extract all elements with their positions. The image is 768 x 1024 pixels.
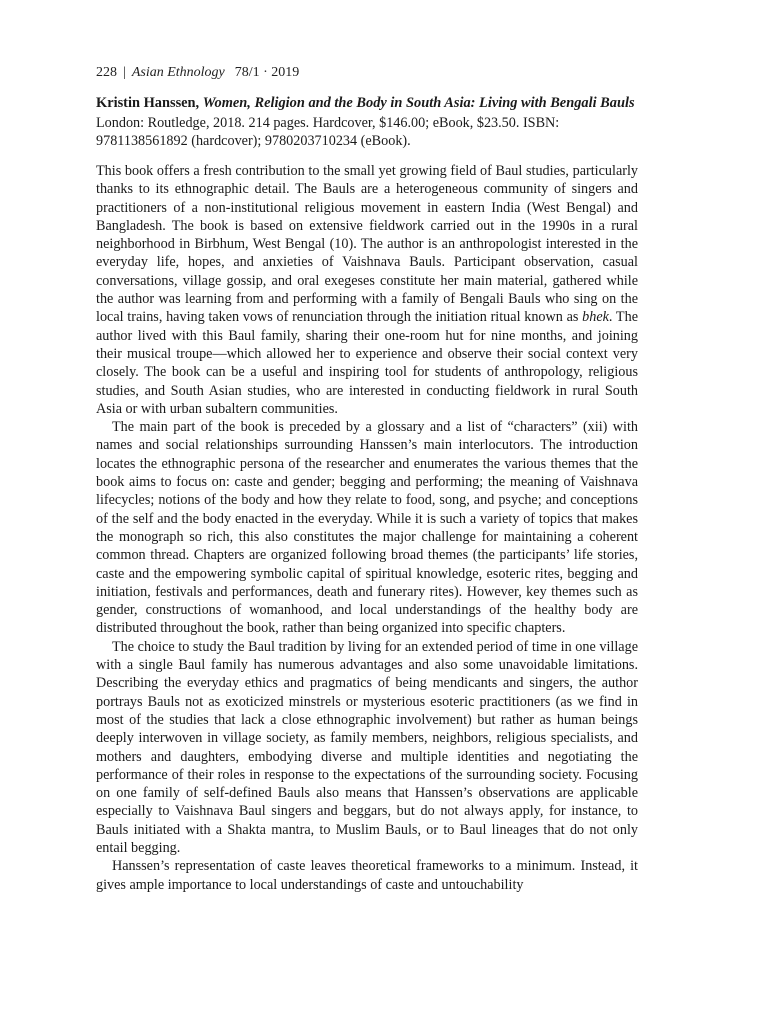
review-heading — [96, 94, 638, 112]
running-head — [96, 64, 638, 82]
page — [96, 64, 638, 894]
paragraph: This book offers a fresh contribution to the small yet growing field of Baul studies, particularly thanks to its ethnographic detail. The Bauls are a heterogeneous community of singers and practitioners of a non-institutional religious movement in eastern India (West Bengal) and Bangladesh. The book is based on extensive fieldwork carried out in the 1990s in a rural neighborhood in Birbhum, West Bengal (10). The author is an anthropologist interested in the everyday life, hopes, and anxieties of Vaishnava Bauls. Participant observation, casual conversations, village gossip, and oral exegeses constitute her main material, gathered while the author was learning from and performing with a family of Bengali Bauls who sing on the local trains, having taken vows of renunciation through the initiation ritual known as bhek. The author lived with this Baul family, sharing their one-room hut for nine months, and joining their musical troupe—which allowed her to experience and observe their social context very closely. The book can be a useful and inspiring tool for students of anthropology, religious studies, and South Asian studies, who are interested in conducting fieldwork in rural South Asia or with urban subaltern communities. — [96, 163, 638, 417]
journal-name: Asian Ethnology — [131, 65, 225, 80]
italic-term: bhek — [582, 309, 609, 326]
review-body — [96, 162, 638, 894]
publication-info: London: Routledge, 2018. 214 pages. Hardcover, $146.00; eBook, $23.50. ISBN: 9781138561892 (hardcover); 9780203710234 (eBook). — [96, 115, 560, 149]
paragraph: The main part of the book is preceded by a glossary and a list of “characters” (xii) with names and social relationships surrounding Hanssen’s main interlocutors. The introduction locates the ethnographic persona of the researcher and enumerates the various themes that the book aims to focus on: caste and gender; begging and performing; the meaning of Vaishnava lifecycles; notions of the body and how they relate to food, song, and psyche; and conceptions of the self and the body enacted in the everyday. While it is such a variety of topics that makes the monograph so rich, this also constitutes the major challenge for maintaining a coherent common thread. Chapters are organized following broad themes (the participants’ life stories, caste and the empowering symbolic capital of spiritual knowledge, esoteric rites, begging and initiation, festivals and performances, death and funerary rites). However, key themes such as gender, constructions of womanhood, and local understandings of the healthy body are distributed throughout the book, rather than being organized into specific chapters. — [96, 419, 638, 637]
review-author: Kristin Hanssen, — [96, 95, 200, 111]
journal-issue: 78/1 · 2019 — [234, 65, 300, 80]
paragraph: Hanssen’s representation of caste leaves theoretical frameworks to a minimum. Instead, it gives ample importance to local understandings of caste and untouchability — [96, 858, 638, 893]
book-title: Women, Religion and the Body in South Asia: Living with Bengali Bauls — [202, 95, 635, 111]
page-number: 228 — [96, 65, 117, 80]
paragraph: The choice to study the Baul tradition by living for an extended period of time in one village with a single Baul family has numerous advantages and also some unavoidable limitations. Describing the everyday ethics and pragmatics of being mendicants and singers, the author portrays Bauls not as exoticized minstrels or mysterious esoteric practitioners (as we find in most of the studies that lack a close ethnographic involvement) but rather as human beings deeply interwoven in village society, as family members, neighbors, religious specialists, and mothers and daughters, embodying diverse and multiple identities and negotiating the performance of their roles in response to the expectations of the surrounding society. Focusing on one family of self-defined Bauls also means that Hanssen’s observations are applicable especially to Vaishnava Baul singers and beggars, but do not always apply, for instance, to Bauls initiated with a Shakta mantra, to Muslim Bauls, or to Baul lineages that do not only entail begging. — [96, 638, 638, 856]
running-head-separator: | — [123, 65, 126, 80]
